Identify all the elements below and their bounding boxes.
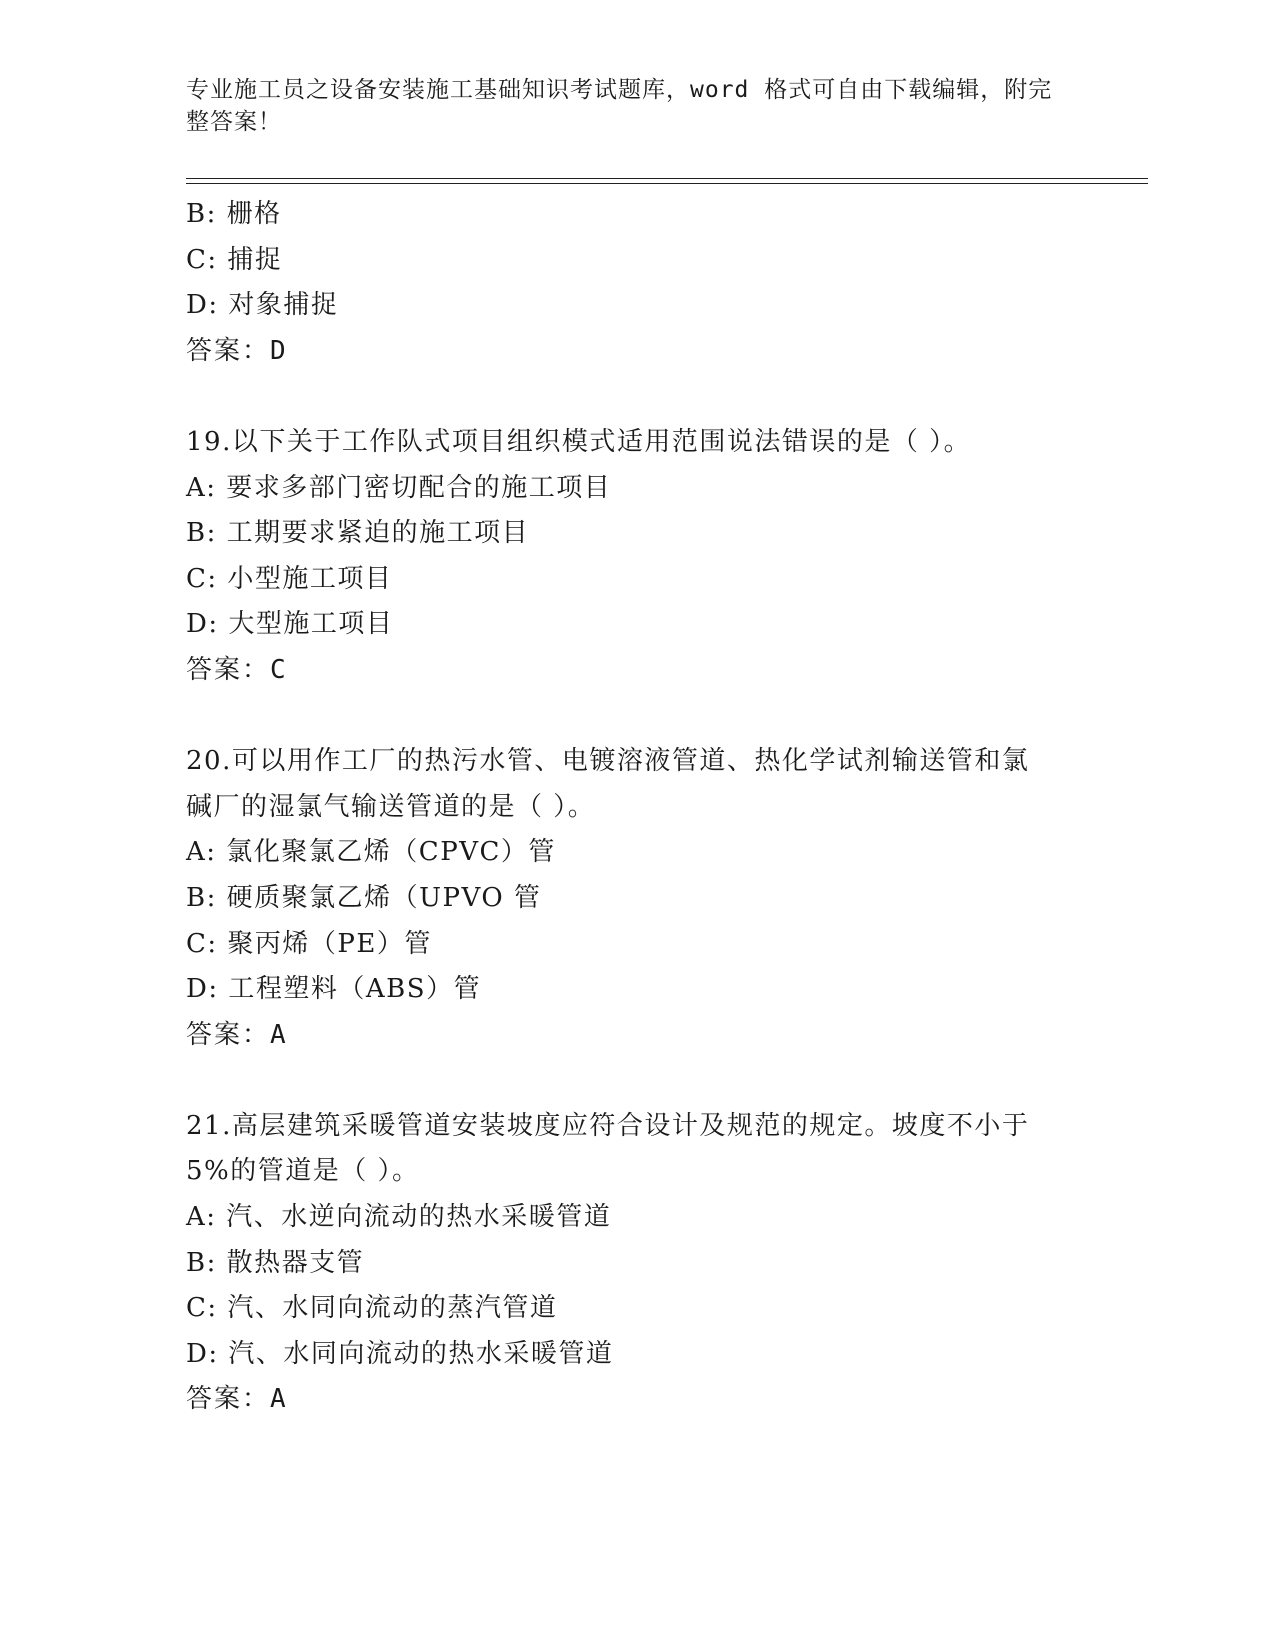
document-header	[186, 74, 1066, 138]
question-block-20	[186, 739, 1086, 1058]
answer-value: A	[270, 1019, 286, 1050]
option-d: D: 汽、水同向流动的热水采暖管道	[186, 1338, 614, 1369]
option-a: A: 氯化聚氯乙烯（CPVC）管	[186, 837, 556, 868]
option-d: D: 对象捕捉	[186, 290, 339, 321]
answer-line	[186, 648, 1086, 694]
answer-line	[186, 1013, 1086, 1059]
spacer	[186, 374, 1086, 420]
option-c: C: 小型施工项目	[186, 563, 393, 594]
option-b: B: 散热器支管	[186, 1247, 365, 1278]
answer-label: 答案：	[186, 654, 271, 685]
option-c: C: 汽、水同向流动的蒸汽管道	[186, 1293, 558, 1324]
answer-value: A	[270, 1384, 286, 1415]
question-list	[186, 192, 1086, 1423]
option-d: D: 工程塑料（ABS）管	[186, 974, 482, 1005]
option-c: C: 捕捉	[186, 244, 283, 275]
answer-label: 答案：	[186, 335, 271, 366]
question-block-21	[186, 1104, 1086, 1423]
answer-line	[186, 329, 1086, 375]
question-block-19	[186, 420, 1086, 694]
spacer	[186, 694, 1086, 740]
header-line-1: 专业施工员之设备安装施工基础知识考试题库，word 格式可自由下载编辑，附完	[186, 77, 1053, 103]
answer-label: 答案：	[186, 1019, 271, 1050]
answer-value: C	[270, 654, 286, 685]
option-b: B: 工期要求紧迫的施工项目	[186, 518, 530, 549]
option-b: B: 硬质聚氯乙烯（UPVO 管	[186, 882, 542, 913]
question-stem: 19.以下关于工作队式项目组织模式适用范围说法错误的是（ ）。	[186, 426, 972, 457]
header-divider-bottom	[186, 183, 1148, 184]
question-stem-line-2: 碱厂的湿氯气输送管道的是（ ）。	[186, 791, 596, 822]
question-stem-line-2: 5%的管道是（ ）。	[186, 1156, 420, 1187]
header-line-2: 整答案！	[186, 109, 282, 135]
question-block-18	[186, 192, 1086, 374]
option-a: A: 汽、水逆向流动的热水采暖管道	[186, 1202, 612, 1233]
option-d: D: 大型施工项目	[186, 609, 394, 640]
question-stem-line-1: 21.高层建筑采暖管道安装坡度应符合设计及规范的规定。坡度不小于	[186, 1110, 1030, 1141]
option-c: C: 聚丙烯（PE）管	[186, 928, 432, 959]
answer-line	[186, 1377, 1086, 1423]
header-divider-top	[186, 178, 1148, 179]
option-a: A: 要求多部门密切配合的施工项目	[186, 472, 612, 503]
answer-label: 答案：	[186, 1384, 271, 1415]
answer-value: D	[270, 335, 286, 366]
question-stem-line-1: 20.可以用作工厂的热污水管、电镀溶液管道、热化学试剂输送管和氯	[186, 746, 1030, 777]
option-b: B: 栅格	[186, 199, 282, 229]
spacer	[186, 1058, 1086, 1104]
